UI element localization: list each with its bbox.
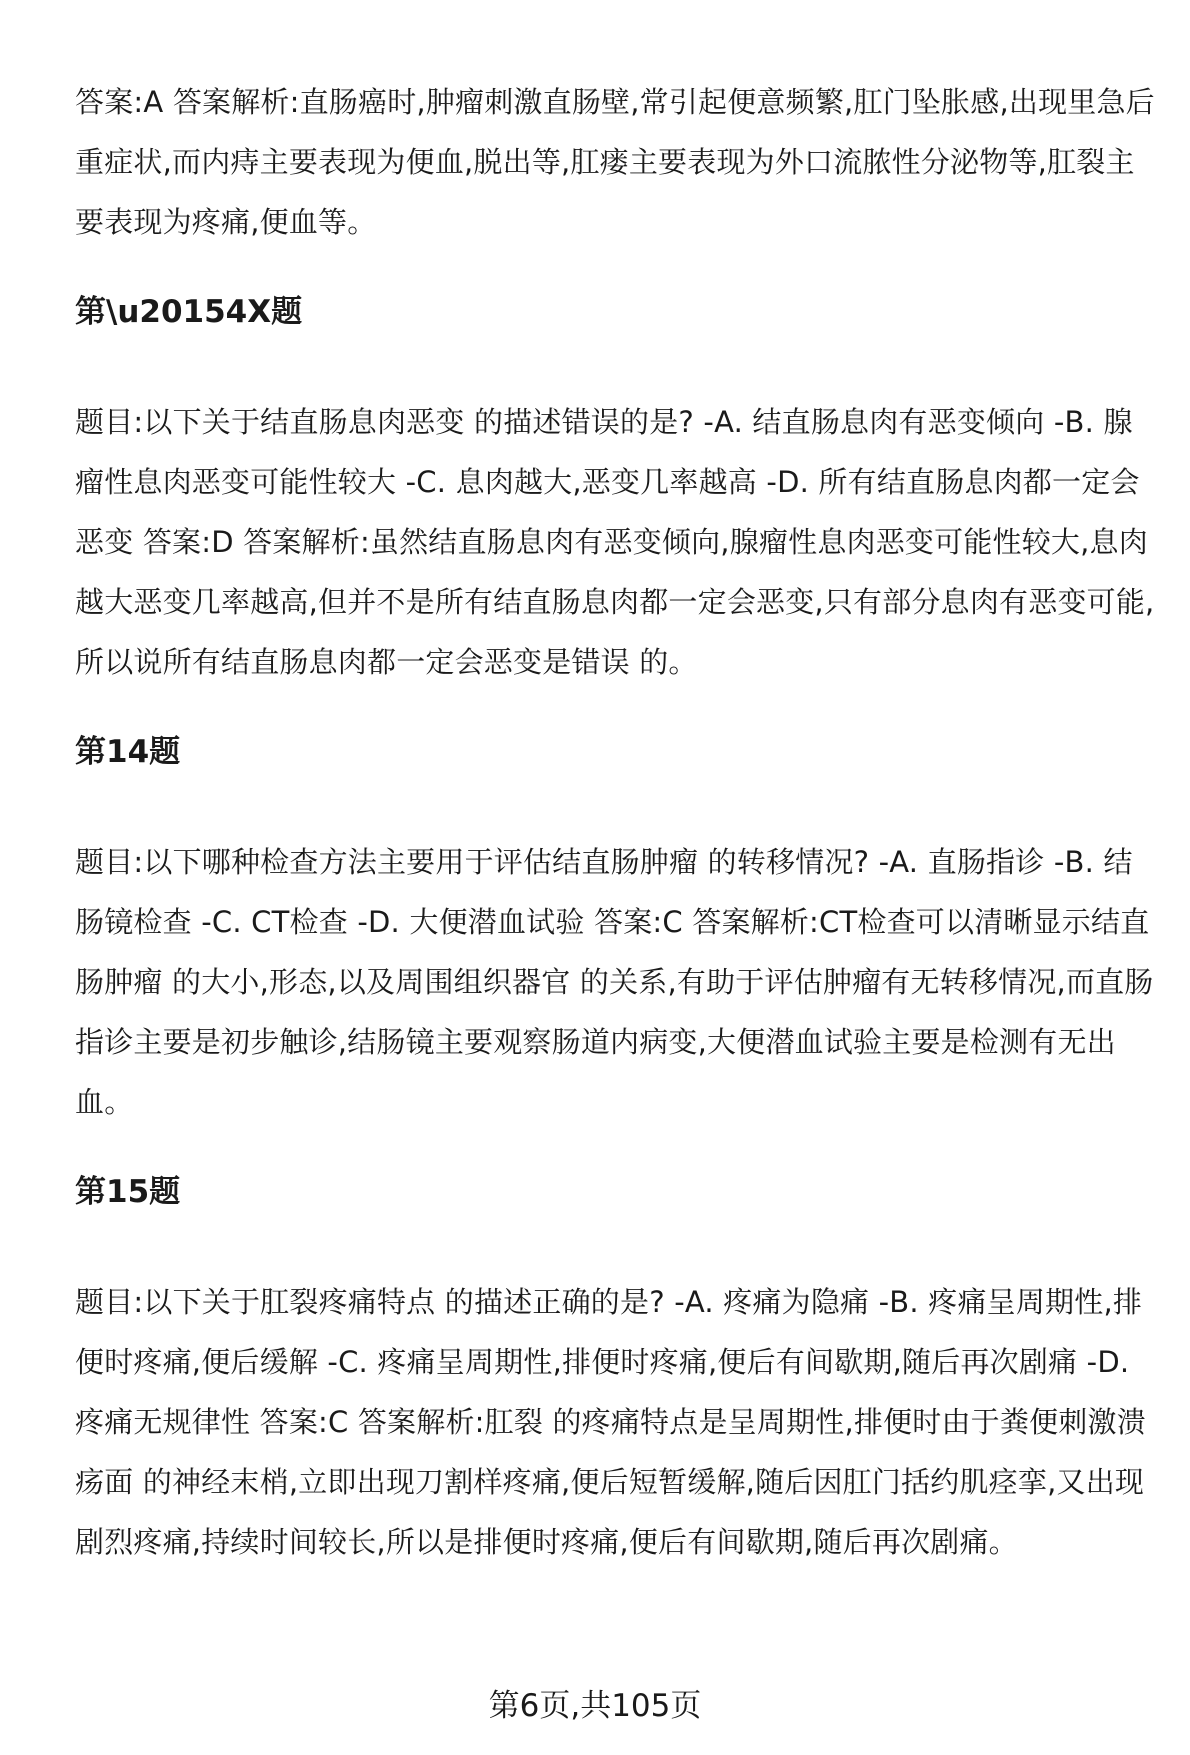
question-paragraph-14: 题目:以下哪种检查方法主要用于评估结直肠肿瘤 的转移情况? -A. 直肠指诊 -B. 结肠镜检查 -C. CT检查 -D. 大便潜血试验 答案:C 答案解析:CT检查可以清晰显示结直肠肿瘤 的大小,形态,以及周围组织器官 的关系,有助于评估肿瘤有无转移情况,而直肠指诊主要是初步触诊,结肠镜主要观察肠道内病变,大便潜血试验主要是检测有无出血。: [75, 845, 1154, 1119]
question-heading-14: 第14题: [75, 734, 181, 770]
question-paragraph-13: 题目:以下关于结直肠息肉恶变 的描述错误的是? -A. 结直肠息肉有恶变倾向 -B. 腺瘤性息肉恶变可能性较大 -C. 息肉越大,恶变几率越高 -D. 所有结直肠息肉都一定会恶变 答案:D 答案解析:虽然结直肠息肉有恶变倾向,腺瘤性息肉恶变可能性较大,息肉越大恶变几率越高,但并不是所有结直肠息肉都一定会恶变,只有部分息肉有恶变可能,所以说所有结直肠息肉都一定会恶变是错误 的。: [75, 405, 1155, 679]
question-heading-13: 第\u20154X题: [75, 294, 303, 330]
page-number-footer: 第6页,共105页: [488, 1688, 702, 1724]
document-body: [75, 72, 1155, 1572]
question-heading-15: 第15题: [75, 1174, 181, 1210]
question-paragraph-15: 题目:以下关于肛裂疼痛特点 的描述正确的是? -A. 疼痛为隐痛 -B. 疼痛呈周期性,排便时疼痛,便后缓解 -C. 疼痛呈周期性,排便时疼痛,便后有间歇期,随后再次剧痛 -D. 疼痛无规律性 答案:C 答案解析:肛裂 的疼痛特点是呈周期性,排便时由于粪便刺激溃疡面 的神经末梢,立即出现刀割样疼痛,便后短暂缓解,随后因肛门括约肌痉挛,又出现剧烈疼痛,持续时间较长,所以是排便时疼痛,便后有间歇期,随后再次剧痛。: [75, 1285, 1146, 1559]
answer-paragraph-q12: 答案:A 答案解析:直肠癌时,肿瘤刺激直肠壁,常引起便意频繁,肛门坠胀感,出现里急后重症状,而内痔主要表现为便血,脱出等,肛瘘主要表现为外口流脓性分泌物等,肛裂主要表现为疼痛,便血等。: [75, 85, 1155, 239]
